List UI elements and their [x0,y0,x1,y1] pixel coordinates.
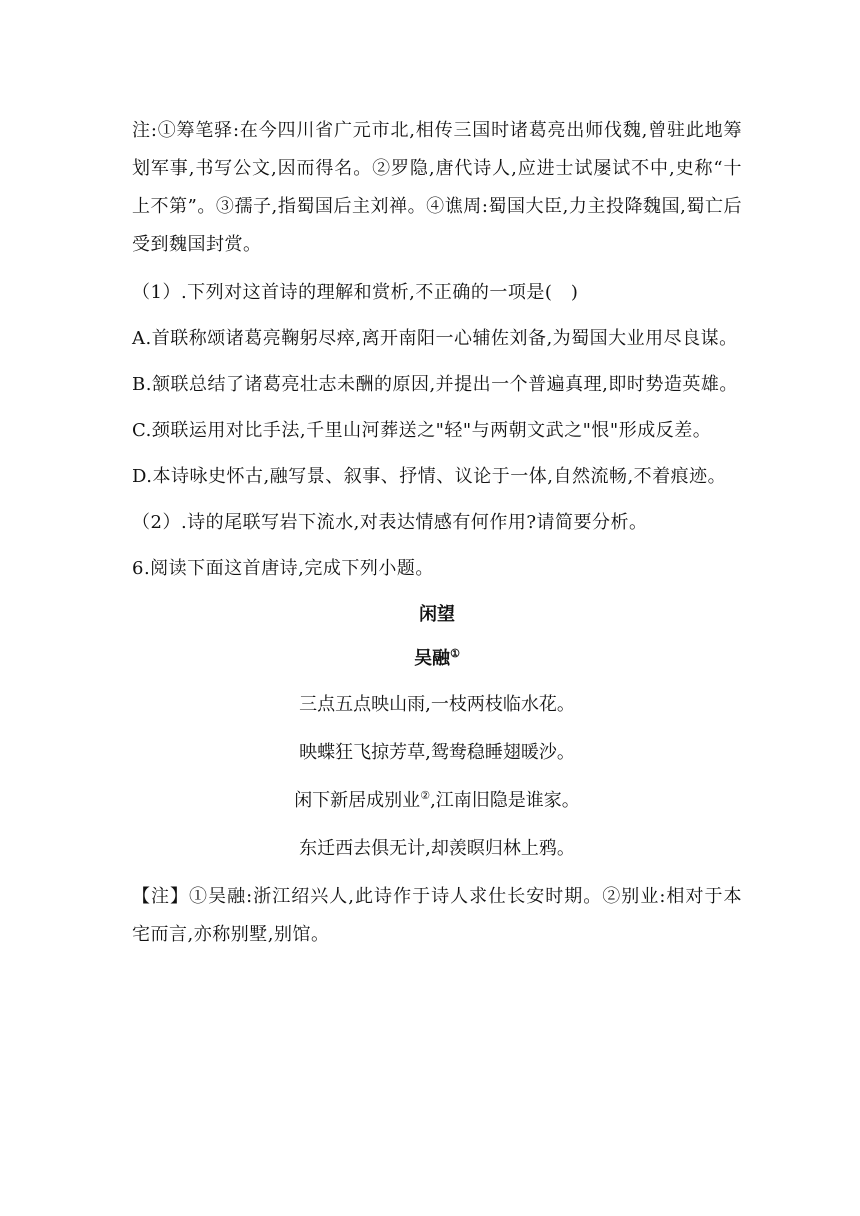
option-a: A.首联称颂诸葛亮鞠躬尽瘁,离开南阳一心辅佐刘备,为蜀国大业用尽良谋。 [132,328,738,349]
poem-author [132,640,742,678]
question-1-stem: （1）.下列对这首诗的理解和赏析,不正确的一项是( ) [132,282,579,303]
poem-line-3-second-half: ,江南旧隐是谁家。 [430,790,580,811]
question-2-stem: （2）.诗的尾联写岩下流水,对表达情感有何作用?请简要分析。 [132,512,648,533]
poem-footnote: 【注】①吴融:浙江绍兴人,此诗作于诗人求仕长安时期。②别业:相对于本宅而言,亦称别墅,别馆。 [132,886,742,945]
poem-line-3 [132,782,742,820]
option-b: B.颔联总结了诸葛亮壮志未酬的原因,并提出一个普遍真理,即时势造英雄。 [132,374,738,395]
poem-author-name: 吴融 [414,648,451,669]
poem-line-4: 东迁西去俱无计,却羡暝归林上鸦。 [299,838,575,859]
poem-line-2: 映蝶狂飞掠芳草,鸳鸯稳睡翅暖沙。 [299,742,575,763]
poem-title: 闲望 [419,604,455,625]
poem-line-3-footnote-mark: ② [420,789,431,802]
question-6-stem: 6.阅读下面这首唐诗,完成下列小题。 [132,558,434,579]
poem-author-footnote-mark: ① [450,647,460,660]
option-d: D.本诗咏史怀古,融写景、叙事、抒情、议论于一体,自然流畅,不着痕迹。 [132,466,727,487]
option-c: C.颈联运用对比手法,千里山河葬送之"轻"与两朝文武之"恨"形成反差。 [132,420,712,441]
poem-line-3-first-half: 闲下新居成别业 [294,790,421,811]
poem-footnote-previous: 注:①筹笔驿:在今四川省广元市北,相传三国时诸葛亮出师伐魏,曾驻此地筹划军事,书写公文,因而得名。②罗隐,唐代诗人,应进士试屡试不中,史称“十上不第”。③孺子,指蜀国后主刘禅。④谯周:蜀国大臣,力主投降魏国,蜀亡后受到魏国封赏。 [132,120,742,255]
poem-line-1: 三点五点映山雨,一枝两枝临水花。 [299,694,575,715]
document-body [132,112,742,964]
